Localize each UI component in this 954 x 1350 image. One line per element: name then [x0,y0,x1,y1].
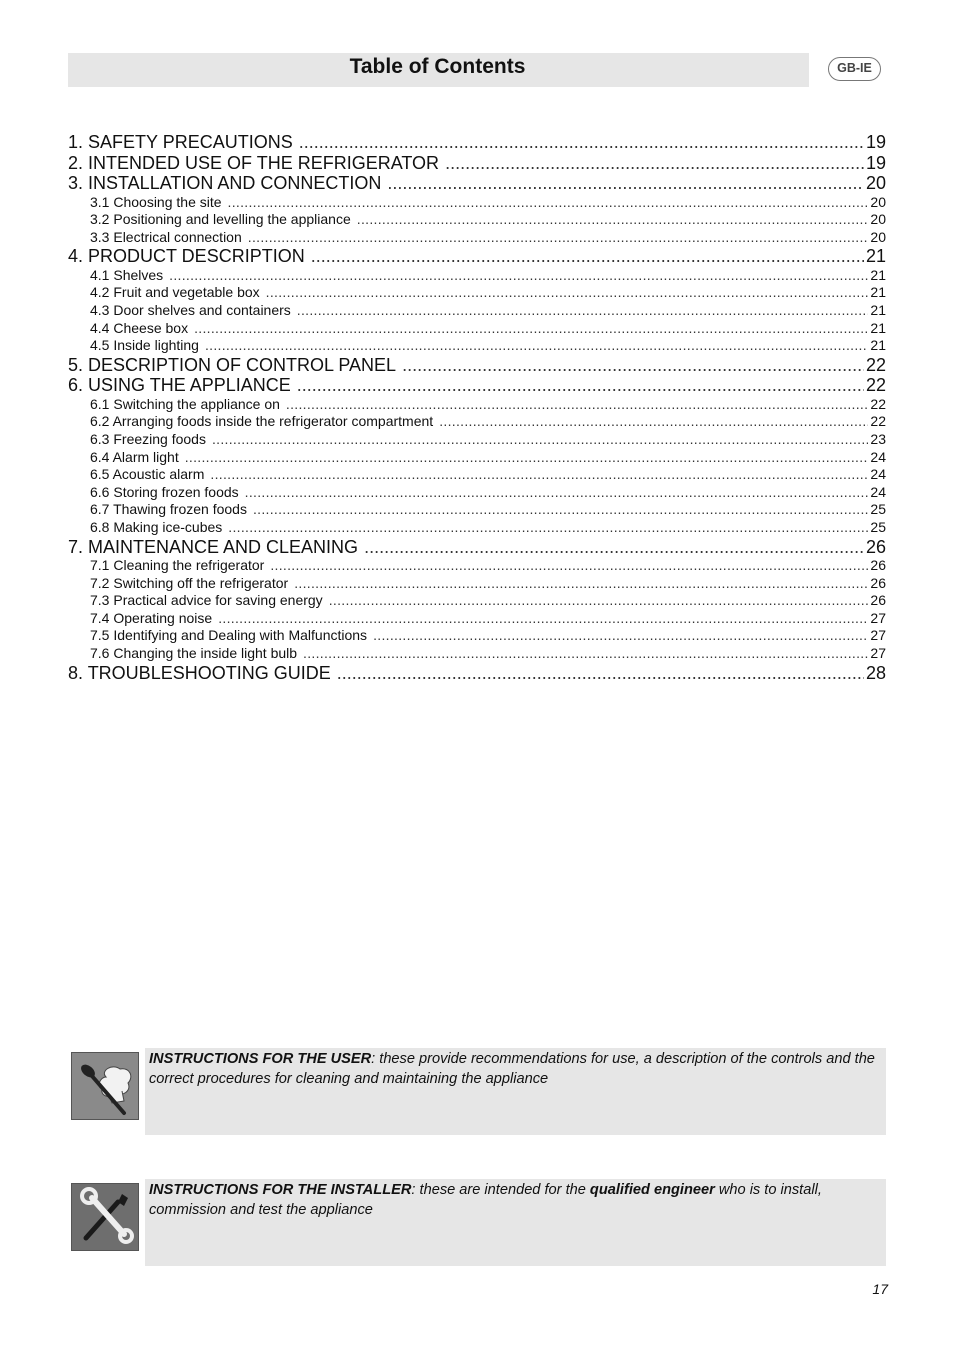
toc-entry-label: 4.4 Cheese box [90,319,189,336]
toc-section-entry [68,413,886,431]
toc-entry-page: 20 [870,211,886,228]
toc-entry-label: 3.3 Electrical connection [90,228,242,245]
toc-entry-page: 20 [865,173,886,193]
toc-section-entry [68,320,886,338]
toc-section-entry [68,396,886,414]
toc-section-entry [68,557,886,575]
toc-dot-leader [294,575,868,593]
toc-section-entry [68,267,886,285]
toc-dot-leader [205,337,868,355]
toc-entry-label: 6.1 Switching the appliance on [90,395,280,412]
toc-dot-leader [364,537,864,558]
toc-dot-leader [218,610,868,628]
page-number: 17 [872,1281,888,1297]
toc-entry-label: 1. SAFETY PRECAUTIONS [68,132,293,152]
user-instructions-box [145,1048,886,1135]
toc-chapter-entry [68,246,886,267]
toc-dot-leader [439,413,868,431]
toc-dot-leader [299,132,864,153]
installer-instructions-text: INSTRUCTIONS FOR THE INSTALLER: these are intended for the qualified engineer who is to install, commission and test the appliance [149,1182,822,1218]
toc-chapter-entry [68,132,886,153]
toc-entry-label: 6.5 Acoustic alarm [90,466,205,483]
toc-section-entry [68,211,886,229]
toc-entry-page: 21 [870,284,886,301]
toc-dot-leader [297,375,864,396]
toc-entry-page: 21 [870,337,886,354]
toc-dot-leader [402,355,864,376]
toc-dot-leader [248,229,869,247]
toc-entry-page: 22 [870,413,886,430]
toc-entry-label: 3. INSTALLATION AND CONNECTION [68,173,382,193]
toc-dot-leader [266,284,869,302]
toc-section-entry [68,466,886,484]
qualified-engineer-emphasis: qualified engineer [589,1182,715,1198]
toc-chapter-entry [68,173,886,194]
toc-entry-page: 26 [870,557,886,573]
toc-entry-page: 21 [870,266,886,283]
toc-entry-label: 7.5 Identifying and Dealing with Malfunctions [90,627,368,644]
toc-entry-page: 19 [865,132,886,152]
toc-entry-label: 7.2 Switching off the refrigerator [90,574,289,591]
toc-entry-page: 27 [870,644,886,661]
toc-section-entry [68,337,886,355]
toc-entry-label: 7.1 Cleaning the refrigerator [90,557,265,573]
toc-entry-label: 7.4 Operating noise [90,609,213,626]
toc-section-entry [68,501,886,519]
toc-chapter-entry [68,355,886,376]
toc-dot-leader [303,645,868,663]
toc-entry-page: 27 [870,609,886,626]
toc-entry-label: 4.2 Fruit and vegetable box [90,284,260,301]
toc-entry-label: 4. PRODUCT DESCRIPTION [68,246,305,267]
language-badge: GB-IE [828,57,881,81]
toc-section-entry [68,519,886,537]
toc-entry-label: 7. MAINTENANCE AND CLEANING [68,536,359,557]
toc-dot-leader [297,302,869,320]
toc-chapter-entry [68,375,886,396]
installer-instructions-heading: INSTRUCTIONS FOR THE INSTALLER [149,1182,412,1198]
toc-section-entry [68,431,886,449]
wrench-screwdriver-icon [71,1183,139,1251]
toc-chapter-entry [68,537,886,558]
toc-entry-page: 28 [865,662,886,683]
toc-entry-page: 22 [865,375,886,396]
toc-entry-label: 6.3 Freezing foods [90,430,206,447]
toc-section-entry [68,449,886,467]
toc-dot-leader [387,173,864,194]
toc-entry-label: 4.3 Door shelves and containers [90,301,291,318]
toc-section-entry [68,484,886,502]
toc-entry-page: 26 [870,592,886,609]
toc-entry-label: 5. DESCRIPTION OF CONTROL PANEL [68,354,397,375]
toc-entry-label: 4.1 Shelves [90,266,164,283]
toc-section-entry [68,645,886,663]
toc-dot-leader [245,484,869,502]
toc-section-entry [68,302,886,320]
toc-section-entry [68,592,886,610]
toc-dot-leader [228,519,868,537]
toc-dot-leader [212,431,868,449]
toc-dot-leader [337,663,864,684]
toc-dot-leader [357,211,869,229]
toc-entry-page: 24 [870,466,886,483]
toc-dot-leader [185,449,869,467]
toc-section-entry [68,284,886,302]
toc-dot-leader [253,501,868,519]
toc-dot-leader [194,320,868,338]
toc-section-entry [68,575,886,593]
toc-entry-page: 21 [865,246,886,267]
toc-entry-page: 27 [870,627,886,644]
toc-entry-page: 22 [865,354,886,375]
toc-dot-leader [311,246,864,267]
toc-entry-page: 25 [870,518,886,535]
toc-entry-label: 3.1 Choosing the site [90,193,222,210]
toc-entry-page: 21 [870,319,886,336]
toc-entry-page: 21 [870,301,886,318]
toc-entry-label: 6. USING THE APPLIANCE [68,375,291,396]
toc-dot-leader [270,557,868,575]
toc-dot-leader [445,153,864,174]
toc-entry-page: 26 [870,574,886,591]
toc-entry-page: 25 [870,501,886,518]
toc-chapter-entry [68,153,886,174]
toc-entry-page: 20 [870,193,886,210]
table-of-contents [68,132,886,683]
toc-entry-label: 8. TROUBLESHOOTING GUIDE [68,662,331,683]
toc-entry-page: 20 [870,228,886,245]
toc-entry-label: 7.3 Practical advice for saving energy [90,592,323,609]
user-instructions-text: INSTRUCTIONS FOR THE USER: these provide recommendations for use, a description of the controls and the correct procedures for cleaning and maintaining the appliance [149,1051,875,1087]
toc-entry-label: 6.6 Storing frozen foods [90,483,239,500]
title-bar [68,53,809,87]
toc-dot-leader [373,627,868,645]
toc-entry-label: 6.4 Alarm light [90,448,179,465]
installer-instructions-box [145,1179,886,1266]
toc-entry-page: 24 [870,448,886,465]
page-title: Table of Contents [349,55,526,78]
toc-entry-page: 19 [865,152,886,173]
toc-section-entry [68,229,886,247]
toc-chapter-entry [68,663,886,684]
toc-entry-page: 23 [870,430,886,447]
toc-dot-leader [329,592,869,610]
toc-entry-label: 6.7 Thawing frozen foods [90,501,247,518]
toc-dot-leader [169,267,868,285]
toc-entry-label: 7.6 Changing the inside light bulb [90,644,298,661]
toc-section-entry [68,610,886,628]
toc-section-entry [68,194,886,212]
toc-section-entry [68,627,886,645]
toc-dot-leader [228,194,869,212]
toc-entry-page: 26 [865,536,886,557]
toc-entry-page: 22 [870,395,886,412]
toc-entry-label: 6.2 Arranging foods inside the refrigerator compartment [90,413,434,430]
toc-entry-label: 2. INTENDED USE OF THE REFRIGERATOR [68,152,440,173]
toc-entry-label: 4.5 Inside lighting [90,337,199,354]
spoon-chef-hat-icon [71,1052,139,1120]
toc-entry-page: 24 [870,483,886,500]
toc-dot-leader [286,396,869,414]
toc-dot-leader [210,466,868,484]
toc-entry-label: 3.2 Positioning and levelling the appliance [90,211,351,228]
toc-entry-label: 6.8 Making ice-cubes [90,518,223,535]
user-instructions-heading: INSTRUCTIONS FOR THE USER [149,1051,372,1067]
